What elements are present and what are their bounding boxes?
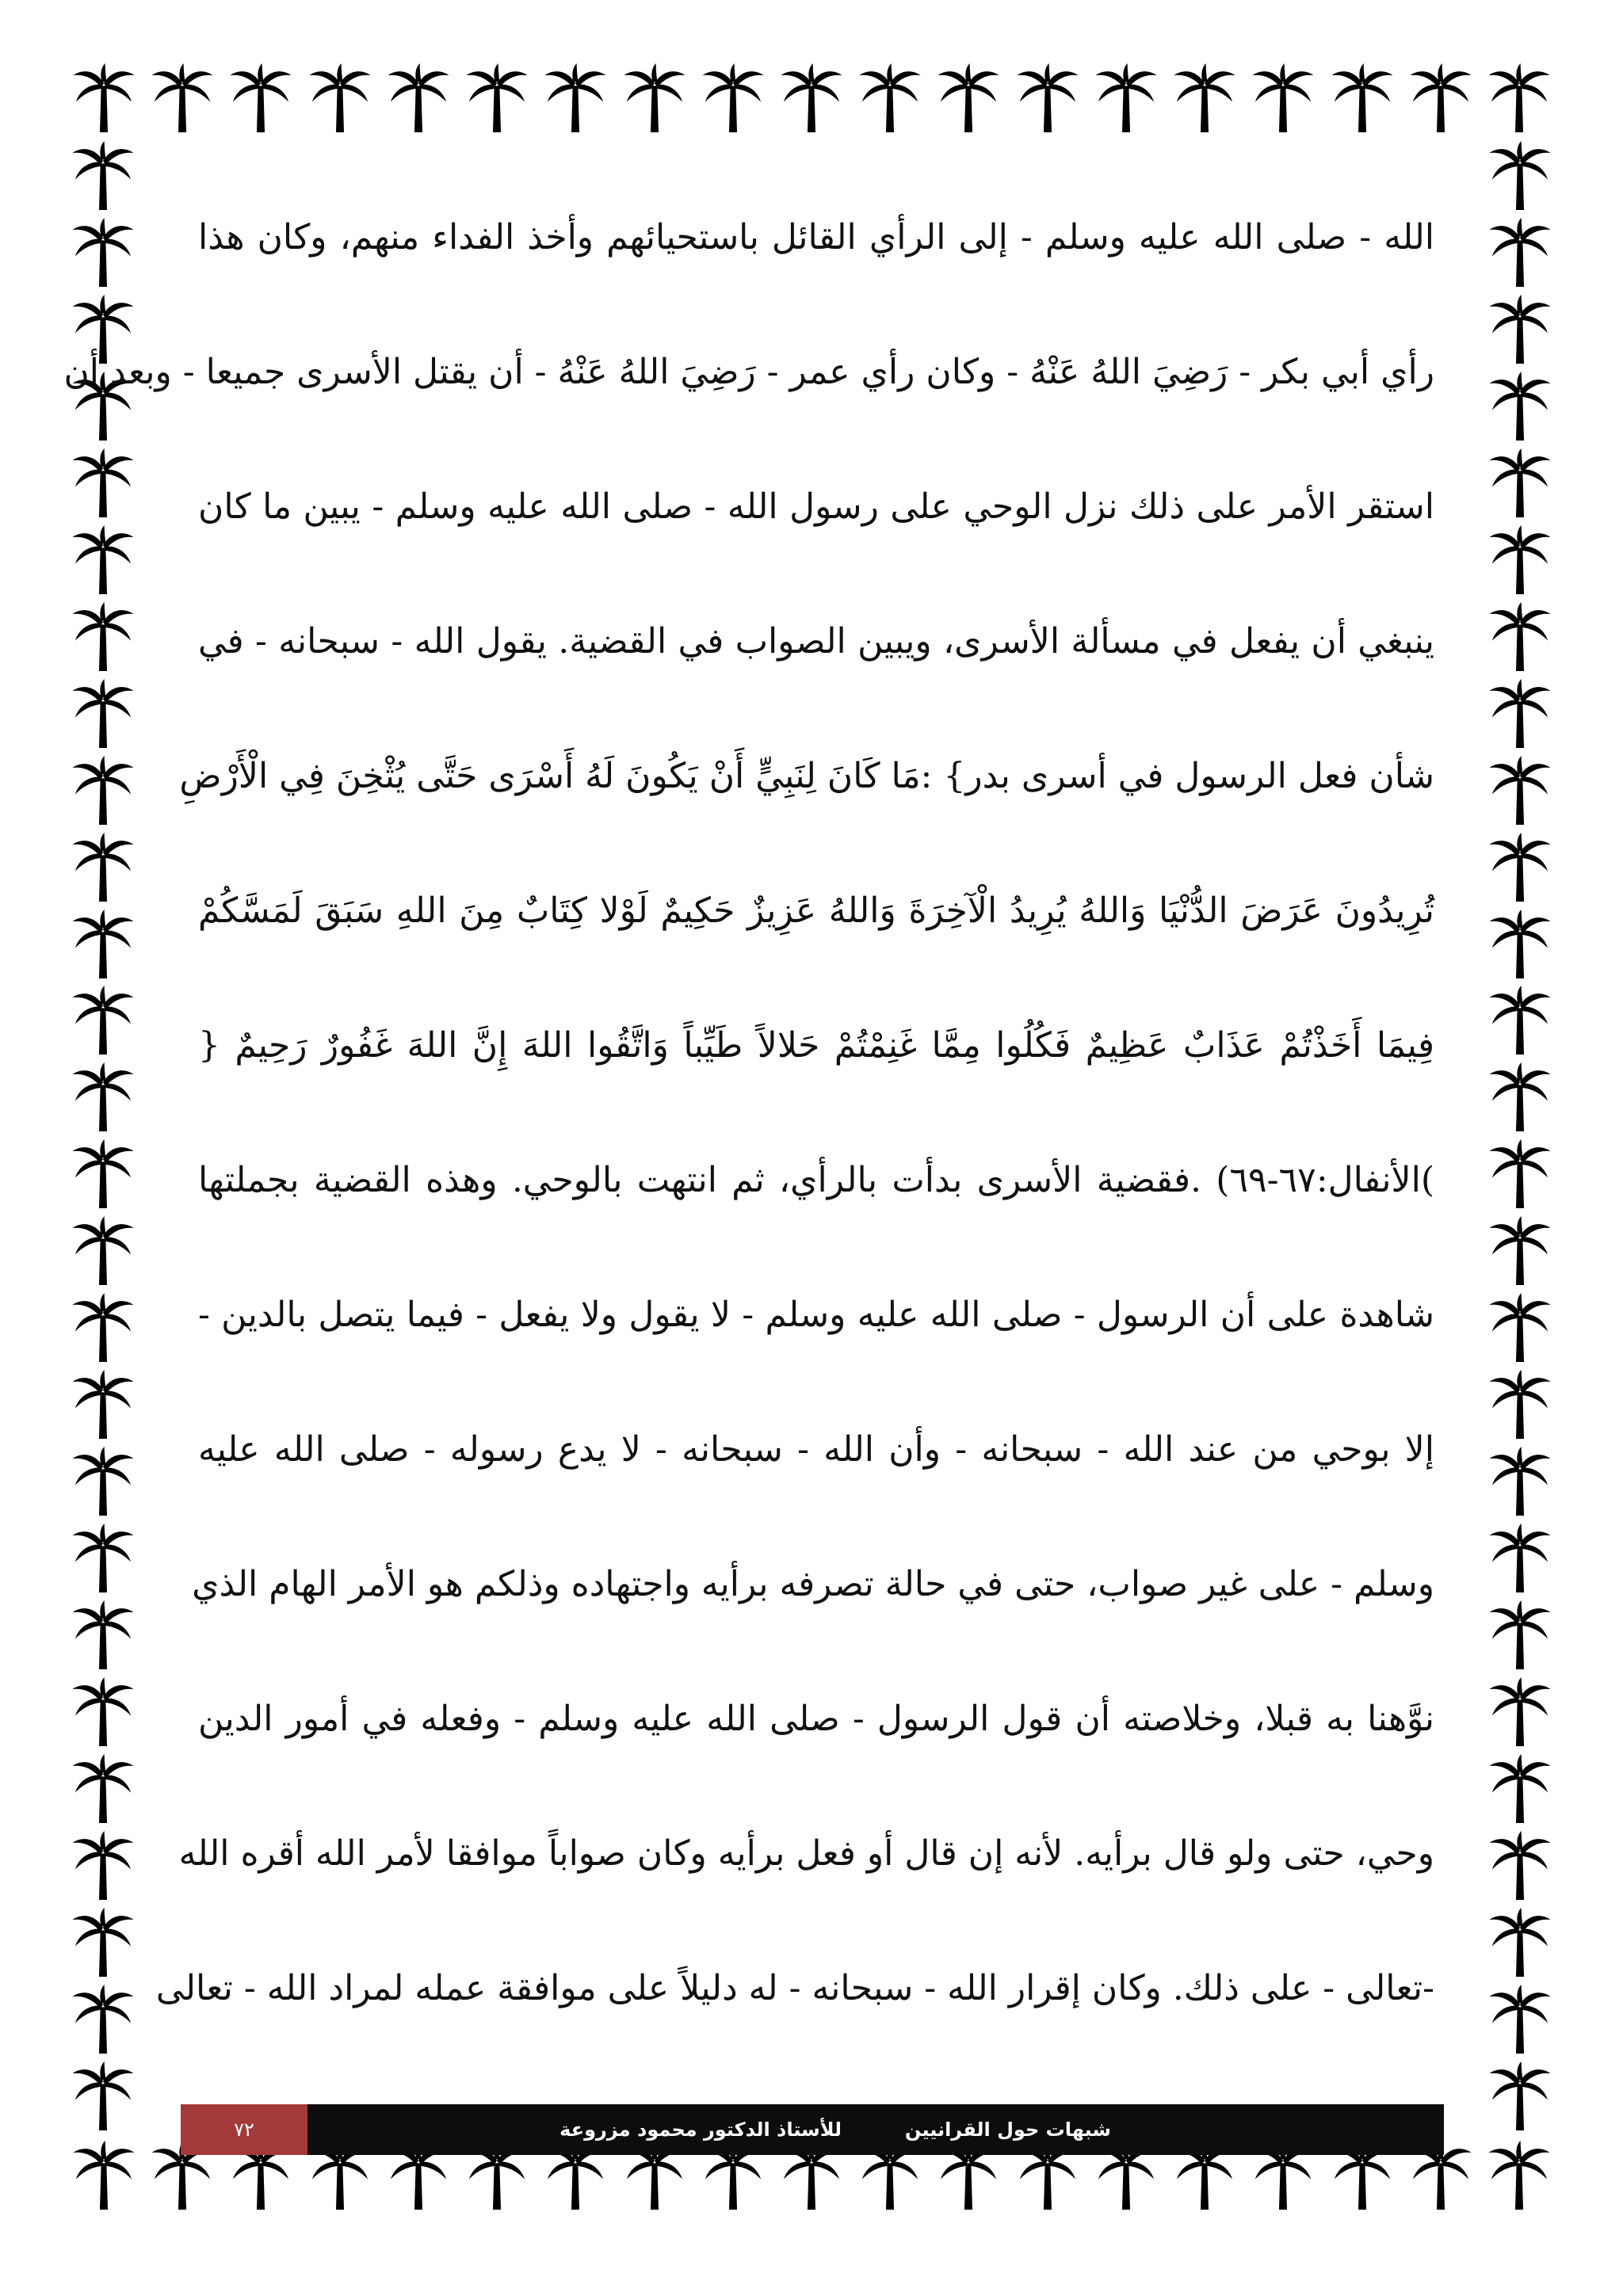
palm-tree-icon (1170, 63, 1239, 136)
palm-tree-icon (1485, 2141, 1553, 2214)
palm-tree-icon (69, 1754, 137, 1827)
border-right (1482, 141, 1558, 2134)
palm-tree-icon (1486, 910, 1554, 982)
palm-tree-icon (1249, 63, 1317, 136)
page-number: ٧٢ (181, 2104, 307, 2155)
palm-tree-icon (70, 2141, 138, 2214)
footer-author: للأستاذ الدكتور محمود مزروعة (559, 2119, 842, 2141)
palm-tree-icon (384, 63, 453, 136)
footer-bar (181, 2104, 1444, 2155)
palm-tree-icon (306, 63, 374, 136)
palm-tree-icon (856, 63, 924, 136)
palm-tree-icon (70, 63, 138, 136)
palm-tree-icon (69, 1985, 137, 2058)
text-line-14: -تعالى - على ذلك. وكان إقرار الله - سبحانه - له دليلاً على موافقة عمله لمراد الله - تعالى (155, 1968, 1434, 2008)
palm-tree-icon (69, 2061, 137, 2134)
footer-book-title: شبهات حول القرانيين (904, 2119, 1111, 2141)
palm-tree-icon (1486, 756, 1554, 829)
palm-tree-icon (699, 63, 767, 136)
text-line-6: تُرِيدُونَ عَرَضَ الدُّنْيَا وَاللهُ يُرِيدُ الْآخِرَةَ وَاللهُ عَزِيزٌ حَكِيمٌ لَوْلا كِتَابٌ مِنَ اللهِ سَبَقَ لَمَسَّكُمْ (198, 891, 1434, 931)
palm-tree-icon (69, 1447, 137, 1520)
palm-tree-icon (69, 1293, 137, 1366)
palm-tree-icon (1486, 1985, 1554, 2058)
text-line-7: فِيمَا أَخَذْتُمْ عَذَابٌ عَظِيمٌ فَكُلُوا مِمَّا غَنِمْتُمْ حَلالاً طَيِّباً وَاتَّقُوا اللهَ إِنَّ اللهَ غَفُورٌ رَحِيمٌ { (198, 1025, 1434, 1066)
palm-tree-icon (69, 910, 137, 982)
palm-tree-icon (69, 1831, 137, 1904)
palm-tree-icon (1486, 1908, 1554, 1981)
palm-tree-icon (69, 1062, 137, 1135)
palm-tree-icon (69, 1908, 137, 1981)
palm-tree-icon (69, 141, 137, 214)
palm-tree-icon (1486, 1139, 1554, 1212)
palm-tree-icon (1486, 679, 1554, 752)
palm-tree-icon (1486, 1677, 1554, 1750)
palm-tree-icon (69, 1370, 137, 1443)
palm-tree-icon (1486, 525, 1554, 598)
palm-tree-icon (1486, 1524, 1554, 1596)
palm-tree-icon (621, 63, 689, 136)
text-line-8: )الأنفال:٦٧-٦٩) .فقضية الأسرى بدأت بالرأي، ثم انتهت بالوحي. وهذه القضية بجملتها (198, 1160, 1434, 1200)
palm-tree-icon (1486, 833, 1554, 906)
palm-tree-icon (1328, 63, 1396, 136)
palm-tree-icon (69, 1216, 137, 1289)
text-line-13: وحي، حتى ولو قال برأيه. لأنه إن قال أو فعل برأيه وكان صواباً موافقا لأمر الله أقره الله (178, 1833, 1434, 1874)
palm-tree-icon (1486, 602, 1554, 675)
border-left (65, 141, 141, 2134)
palm-tree-icon (1407, 63, 1475, 136)
palm-tree-icon (1486, 1370, 1554, 1443)
text-line-2: رأي أبي بكر - رَضِيَ اللهُ عَنْهُ - وكان رأي عمر - رَضِيَ اللهُ عَنْهُ - أن يقتل الأسرى جميعا - وبعد أن (63, 352, 1434, 392)
text-line-11: وسلم - على غير صواب، حتى في حالة تصرفه برأيه واجتهاده وذلكم هو الأمر الهام الذي (192, 1564, 1434, 1604)
palm-tree-icon (69, 448, 137, 521)
palm-tree-icon (227, 63, 295, 136)
palm-tree-icon (69, 986, 137, 1058)
palm-tree-icon (69, 756, 137, 829)
palm-tree-icon (1486, 372, 1554, 444)
palm-tree-icon (1486, 1831, 1554, 1904)
palm-tree-icon (1486, 295, 1554, 368)
palm-tree-icon (69, 833, 137, 906)
palm-tree-icon (69, 1139, 137, 1212)
page-body-text (63, 190, 1434, 2060)
palm-tree-icon (1486, 1754, 1554, 1827)
palm-tree-icon (1486, 218, 1554, 291)
palm-tree-icon (69, 602, 137, 675)
palm-tree-icon (934, 63, 1002, 136)
text-line-1: الله - صلى الله عليه وسلم - إلى الرأي القائل باستحيائهم وأخذ الفداء منهم، وكان هذا (198, 217, 1434, 257)
palm-tree-icon (69, 1600, 137, 1673)
palm-tree-icon (1486, 448, 1554, 521)
palm-tree-icon (777, 63, 846, 136)
palm-tree-icon (1486, 986, 1554, 1058)
palm-tree-icon (69, 679, 137, 752)
text-line-5: شأن فعل الرسول في أسرى بدر} :مَا كَانَ لِنَبِيٍّ أَنْ يَكُونَ لَهُ أَسْرَى حَتَّى يُثْخِنَ فِي الْأَرْضِ (179, 756, 1434, 796)
palm-tree-icon (69, 1677, 137, 1750)
palm-tree-icon (1486, 1062, 1554, 1135)
palm-tree-icon (148, 63, 216, 136)
palm-tree-icon (1486, 1447, 1554, 1520)
border-top (70, 62, 1553, 138)
text-line-4: ينبغي أن يفعل في مسألة الأسرى، ويبين الصواب في القضية. يقول الله - سبحانه - في (198, 621, 1434, 662)
palm-tree-icon (1486, 141, 1554, 214)
palm-tree-icon (1092, 63, 1160, 136)
text-line-3: استقر الأمر على ذلك نزل الوحي على رسول الله - صلى الله عليه وسلم - يبين ما كان (198, 486, 1434, 527)
palm-tree-icon (1014, 63, 1082, 136)
palm-tree-icon (1486, 1600, 1554, 1673)
palm-tree-icon (1486, 2061, 1554, 2134)
palm-tree-icon (1486, 1216, 1554, 1289)
text-line-9: شاهدة على أن الرسول - صلى الله عليه وسلم - لا يقول ولا يفعل - فيما يتصل بالدين - (198, 1295, 1434, 1335)
palm-tree-icon (541, 63, 609, 136)
palm-tree-icon (69, 1524, 137, 1596)
text-line-10: إلا بوحي من عند الله - سبحانه - وأن الله - سبحانه - لا يدع رسوله - صلى الله عليه (198, 1429, 1434, 1470)
palm-tree-icon (1486, 1293, 1554, 1366)
text-line-12: نوَّهنا به قبلا، وخلاصته أن قول الرسول - صلى الله عليه وسلم - وفعله في أمور الدين (198, 1699, 1434, 1739)
palm-tree-icon (69, 218, 137, 291)
palm-tree-icon (463, 63, 531, 136)
palm-tree-icon (1485, 63, 1553, 136)
palm-tree-icon (69, 525, 137, 598)
